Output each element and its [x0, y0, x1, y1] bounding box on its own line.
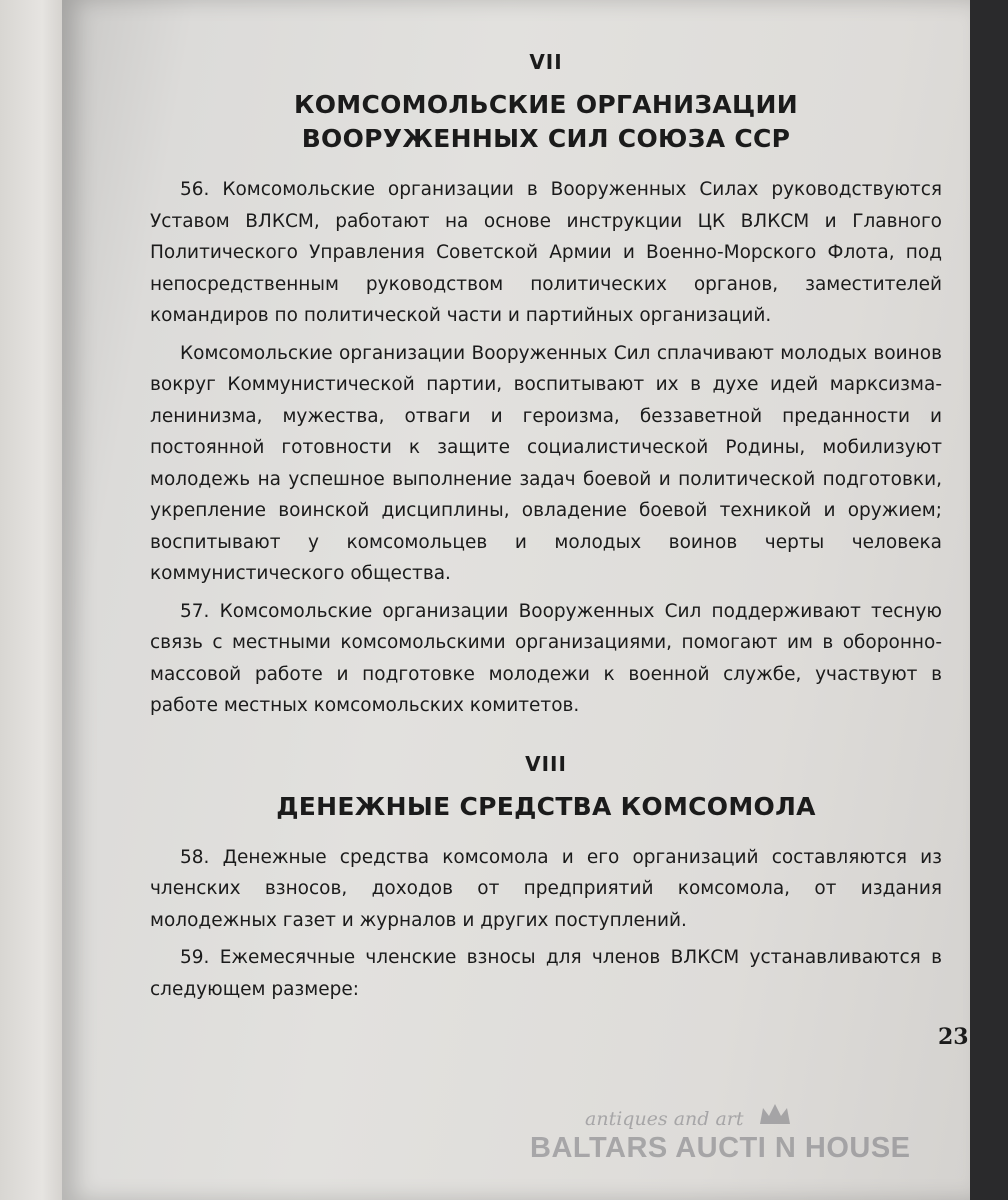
page-content — [150, 50, 942, 1011]
section-vii-title-line2: ВООРУЖЕННЫХ СИЛ СОЮЗА ССР — [301, 124, 791, 153]
paragraph-59: 59. Ежемесячные членские взносы для членов ВЛКСМ устанавливаются в следующем размере: — [150, 947, 942, 1000]
section-vii-title — [150, 88, 942, 156]
auction-watermark — [530, 1102, 930, 1172]
section-viii-number: VIII — [525, 751, 567, 776]
section-vii-number: VII — [529, 50, 563, 74]
paragraph-57: 57. Комсомольские организации Вооруженных Сил поддерживают тесную связь с местными комсомольскими организациями, помогают им в оборонно-массовой работе и подготовке молодежи к военной службе, участвуют в работе местных комсомольских комитетов. — [150, 600, 942, 716]
crown-icon — [758, 1102, 792, 1128]
left-page-edge — [0, 0, 70, 1200]
book-page — [62, 0, 970, 1200]
paragraph-56-continued: Комсомольские организации Вооруженных Сил сплачивают молодых воинов вокруг Коммунистической партии, воспитывают их в духе идей марксизма-ленинизма, мужества, отваги и героизма, беззаветной преданности и постоянной готовности к защите социалистической Родины, мобилизуют молодежь на успешное выполнение задач боевой и политической подготовки, укрепление воинской дисциплины, овладение боевой техникой и оружием; воспитывают у комсомольцев и молодых воинов черты человека коммунистического общества. — [150, 342, 942, 584]
section-viii-title: ДЕНЕЖНЫЕ СРЕДСТВА КОМСОМОЛА — [276, 791, 816, 821]
page-number: 23 — [938, 1024, 969, 1050]
paragraph-58: 58. Денежные средства комсомола и его организаций составляются из членских взносов, доходов от предприятий комсомола, от издания молодежных газет и журналов и других поступлений. — [150, 846, 942, 931]
watermark-brand: BALTARS AUCTI N HOUSE — [530, 1132, 911, 1164]
section-vii-title-line1: КОМСОМОЛЬСКИЕ ОРГАНИЗАЦИИ — [294, 90, 798, 119]
watermark-tagline: antiques and art — [585, 1108, 744, 1130]
paragraph-56: 56. Комсомольские организации в Вооруженных Силах руководствуются Уставом ВЛКСМ, работают на основе инструкции ЦК ВЛКСМ и Главного Политического Управления Советской Армии и Военно-Морского Флота, под непосредственным руководством политических органов, заместителей командиров по политической части и партийных организаций. — [150, 179, 942, 326]
